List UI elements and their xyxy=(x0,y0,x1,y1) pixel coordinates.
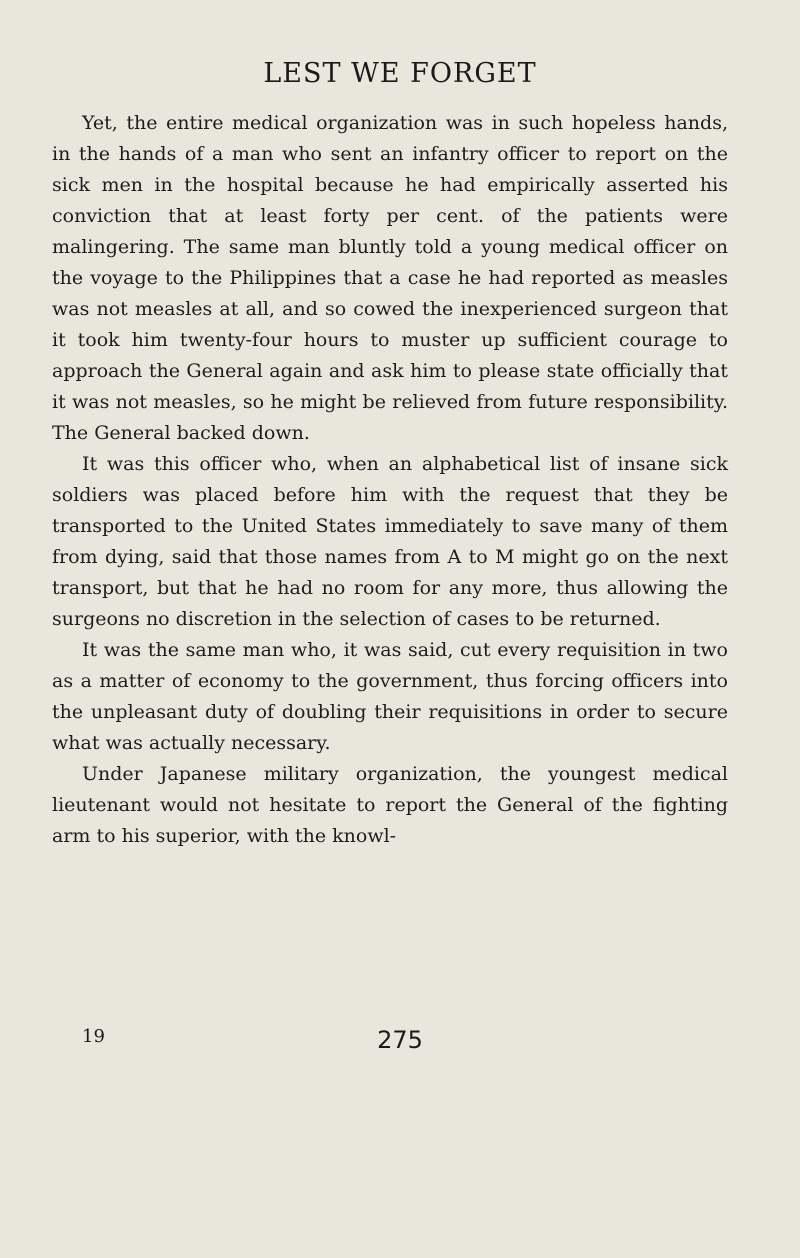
paragraph-4: Under Japanese military organization, the youngest medical lieutenant would not hesitate to report the General of the fighting arm to his superior, with the knowl- xyxy=(52,763,728,847)
running-head: LEST WE FORGET xyxy=(263,58,537,89)
signature-mark: 19 xyxy=(82,1026,105,1047)
paragraph-2: It was this officer who, when an alphabetical list of insane sick soldiers was placed before him with the request that they be transported to the United States immediately to save many of them from dying, said that those names from A to M might go on the next transport, but that he had no room for any more, thus allowing the surgeons no discretion in the selection of cases to be returned. xyxy=(52,453,728,630)
body-text xyxy=(52,108,728,852)
paragraph-1: Yet, the entire medical organization was in such hopeless hands, in the hands of a man who sent an infantry officer to report on the sick men in the hospital because he had empirically asserted his conviction that at least forty per cent. of the patients were malingering. The same man bluntly told a young medical officer on the voyage to the Philippines that a case he had reported as measles was not measles at all, and so cowed the inexperienced surgeon that it took him twenty-four hours to muster up sufficient courage to approach the General again and ask him to please state officially that it was not measles, so he might be relieved from future responsibility. The General backed down. xyxy=(52,112,728,444)
page-number: 275 xyxy=(377,1026,423,1054)
paragraph-3: It was the same man who, it was said, cut every requisition in two as a matter of economy to the government, thus forcing officers into the unpleasant duty of doubling their requisitions in order to secure what was actually necessary. xyxy=(52,639,728,754)
